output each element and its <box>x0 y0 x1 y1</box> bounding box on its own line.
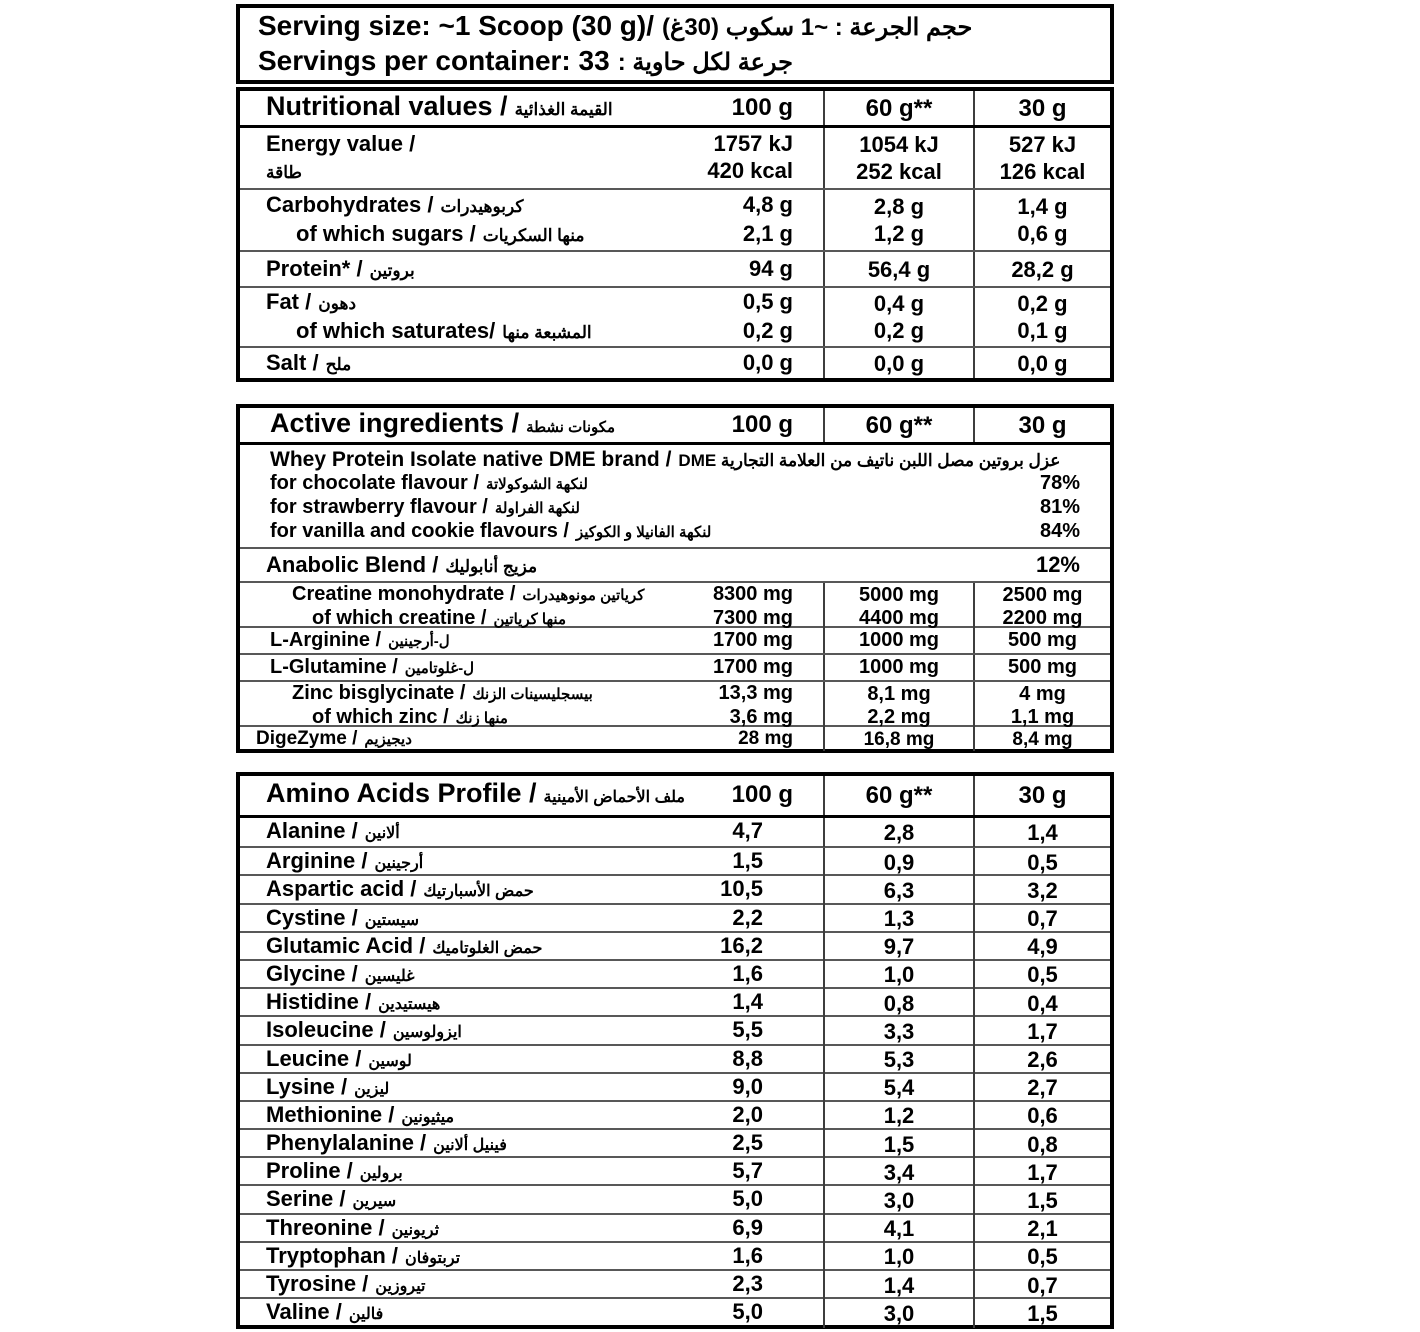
row-aspartic-acid: Aspartic acid / حمض الأسبارتيك 10,5 6,3 3,2 <box>240 874 1110 902</box>
carbs-label: Carbohydrates / كربوهيدرات <box>266 192 524 217</box>
histidine-label: Histidine / هيستيدين <box>266 989 441 1015</box>
active-header-row <box>240 408 1110 445</box>
lysine-label: Lysine / ليزين <box>266 1073 390 1099</box>
row-histidine: Histidine / هيستيدين 1,4 0,8 0,4 <box>240 987 1110 1015</box>
row-l-arginine: L-Arginine / ل-أرجينين 1700 mg 1000 mg 500 mg <box>240 626 1110 653</box>
column-header-30g: 30 g <box>973 408 1110 442</box>
alanine-label: Alanine / ألانين <box>266 818 400 843</box>
row-lysine: Lysine / ليزين 9,0 5,4 2,7 <box>240 1072 1110 1100</box>
row-tyrosine: Tyrosine / تيروزين 2,3 1,4 0,7 <box>240 1269 1110 1297</box>
column-header-60g: 60 g** <box>823 408 973 442</box>
l-arginine-label: L-Arginine / ل-أرجينين <box>270 628 450 651</box>
nutrition-label <box>236 4 1114 1329</box>
sugars-label: of which sugars / منها السكريات <box>296 221 585 246</box>
column-header-60g: 60 g** <box>823 776 973 815</box>
column-header-30g: 30 g <box>973 91 1110 125</box>
row-isoleucine: Isoleucine / ايزولوسين 5,5 3,3 1,7 <box>240 1015 1110 1043</box>
servings-count-label-ar: جرعة لكل حاوية : <box>617 48 793 76</box>
column-header-100g: 100 g <box>731 410 793 438</box>
threonine-label: Threonine / ثريونين <box>266 1214 440 1240</box>
arginine-label: Arginine / أرجينين <box>266 848 424 874</box>
nutritional-title: Nutritional values / القيمة الغذائية <box>266 91 613 121</box>
row-energy: Energy value / 1757 kJ طاقة 420 kcal 1054 kJ 252 kcal 527 kJ 126 kcal <box>240 128 1110 188</box>
nutritional-values-table <box>236 87 1114 382</box>
active-title: Active ingredients / مكونات نشطة <box>270 407 616 438</box>
active-ingredients-table <box>236 404 1114 753</box>
nutritional-header-row <box>240 91 1110 128</box>
of-which-creatine-label: of which creatine / منها كرياتين <box>312 607 566 629</box>
row-protein: Protein* / بروتين 94 g 56,4 g 28,2 g <box>240 250 1110 286</box>
leucine-label: Leucine / لوسين <box>266 1045 412 1071</box>
row-zinc-bisglycinate: Zinc bisglycinate / بيسجليسينات الزنك 13,3 mg of which zinc / منها زنك 3,6 mg 8,1 mg 2,2 mg 4 mg 1,1 mg <box>240 680 1110 725</box>
tryptophan-label: Tryptophan / تربتوفان <box>266 1242 461 1268</box>
row-digezyme: DigeZyme / ديجيزيم 28 mg 16,8 mg 8,4 mg <box>240 725 1110 749</box>
strawberry-flavour-percent: 81% <box>1039 496 1080 518</box>
row-glutamic-acid: Glutamic Acid / حمض الغلوتاميك 16,2 9,7 4,9 <box>240 931 1110 959</box>
fat-label: Fat / دهون <box>266 289 357 314</box>
row-alanine: Alanine / ألانين 4,7 2,8 1,4 <box>240 818 1110 846</box>
row-threonine: Threonine / ثريونين 6,9 4,1 2,1 <box>240 1213 1110 1241</box>
proline-label: Proline / برولين <box>266 1158 403 1184</box>
cystine-label: Cystine / سيستين <box>266 904 420 930</box>
servings-count-label-en: Servings per container: 33 <box>258 44 610 76</box>
column-header-100g: 100 g <box>731 94 793 121</box>
anabolic-blend-label: Anabolic Blend / مزيج أنابوليك <box>266 551 538 577</box>
serving-size-line <box>258 10 1110 44</box>
l-glutamine-label: L-Glutamine / ل-غلوتامين <box>270 655 474 678</box>
column-header-100g: 100 g <box>731 781 793 808</box>
row-glycine: Glycine / غليسين 1,6 1,0 0,5 <box>240 959 1110 987</box>
row-fat: Fat / دهون 0,5 g of which saturates/ المشبعة منها 0,2 g 0,4 g 0,2 g 0,2 g 0,1 g <box>240 286 1110 346</box>
tyrosine-label: Tyrosine / تيروزين <box>266 1271 426 1296</box>
anabolic-blend-percent: 12% <box>1035 551 1080 577</box>
energy-label-ar: طاقة <box>266 163 302 182</box>
glutamic-acid-label: Glutamic Acid / حمض الغلوتاميك <box>266 932 543 958</box>
row-anabolic-blend <box>240 547 1110 581</box>
row-creatine: Creatine monohydrate / كرياتين مونوهيدرات 8300 mg of which creatine / منها كرياتين 7300 mg 5000 mg 4400 mg 2500 mg 2200 mg <box>240 581 1110 626</box>
saturates-label: of which saturates/ المشبعة منها <box>296 318 592 343</box>
vanilla-cookie-flavour-label: for vanilla and cookie flavours / لنكهة الفانيلا و الكوكيز <box>270 520 712 542</box>
methionine-label: Methionine / ميثيونين <box>266 1101 455 1127</box>
amino-acids-table <box>236 772 1114 1329</box>
glycine-label: Glycine / غليسين <box>266 960 415 986</box>
row-whey-protein-isolate <box>240 445 1110 547</box>
row-valine: Valine / فالين 5,0 3,0 1,5 <box>240 1297 1110 1325</box>
row-phenylalanine: Phenylalanine / فينيل ألانين 2,5 1,5 0,8 <box>240 1128 1110 1156</box>
serving-size-label-ar: حجم الجرعة : ~1 سكوب (30غ) <box>662 13 973 41</box>
valine-label: Valine / فالين <box>266 1299 384 1325</box>
whey-label: Whey Protein Isolate native DME brand / عزل بروتين مصل اللبن ناتيف من العلامة التجارية DME <box>270 448 1061 471</box>
serving-info-box <box>236 4 1114 84</box>
protein-label: Protein* / بروتين <box>266 255 415 281</box>
row-carbohydrates: Carbohydrates / كربوهيدرات 4,8 g of which sugars / منها السكريات 2,1 g 2,8 g 1,2 g 1,4 g 0,6 g <box>240 188 1110 250</box>
row-salt: Salt / ملح 0,0 g 0,0 g 0,0 g <box>240 346 1110 378</box>
row-methionine: Methionine / ميثيونين 2,0 1,2 0,6 <box>240 1100 1110 1128</box>
chocolate-flavour-percent: 78% <box>1039 472 1080 494</box>
vanilla-cookie-flavour-percent: 84% <box>1039 520 1080 542</box>
row-tryptophan: Tryptophan / تربتوفان 1,6 1,0 0,5 <box>240 1241 1110 1269</box>
digezyme-label: DigeZyme / ديجيزيم <box>256 728 412 749</box>
of-which-zinc-label: of which zinc / منها زنك <box>312 706 508 728</box>
serine-label: Serine / سيرين <box>266 1186 397 1212</box>
strawberry-flavour-label: for strawberry flavour / لنكهة الفراولة <box>270 496 580 518</box>
row-proline: Proline / برولين 5,7 3,4 1,7 <box>240 1156 1110 1184</box>
column-header-60g: 60 g** <box>823 91 973 125</box>
row-arginine: Arginine / أرجينين 1,5 0,9 0,5 <box>240 846 1110 874</box>
row-cystine: Cystine / سيستين 2,2 1,3 0,7 <box>240 903 1110 931</box>
servings-per-container-line <box>258 45 1110 79</box>
aspartic-acid-label: Aspartic acid / حمض الأسبارتيك <box>266 876 534 902</box>
amino-title: Amino Acids Profile / ملف الأحماض الأمينية <box>266 778 685 808</box>
zinc-bisglycinate-label: Zinc bisglycinate / بيسجليسينات الزنك <box>292 682 593 704</box>
phenylalanine-label: Phenylalanine / فينيل ألانين <box>266 1130 507 1156</box>
energy-label: Energy value / <box>266 131 416 156</box>
row-serine: Serine / سيرين 5,0 3,0 1,5 <box>240 1184 1110 1212</box>
isoleucine-label: Isoleucine / ايزولوسين <box>266 1017 462 1043</box>
row-leucine: Leucine / لوسين 8,8 5,3 2,6 <box>240 1044 1110 1072</box>
creatine-label: Creatine monohydrate / كرياتين مونوهيدرات <box>292 583 645 605</box>
chocolate-flavour-label: for chocolate flavour / لنكهة الشوكولاتة <box>270 472 588 494</box>
amino-header-row <box>240 776 1110 818</box>
column-header-30g: 30 g <box>973 776 1110 815</box>
serving-size-label-en: Serving size: ~1 Scoop (30 g)/ <box>258 9 655 41</box>
row-l-glutamine: L-Glutamine / ل-غلوتامين 1700 mg 1000 mg 500 mg <box>240 653 1110 680</box>
salt-label: Salt / ملح <box>266 349 352 375</box>
